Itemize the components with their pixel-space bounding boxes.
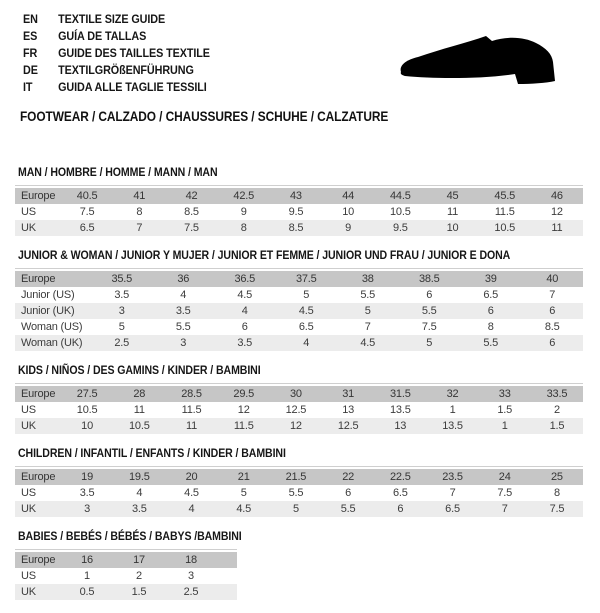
size-cell: 2 bbox=[553, 404, 560, 416]
table-row bbox=[15, 568, 237, 584]
language-code: DE bbox=[23, 63, 38, 77]
size-cell: 0.5 bbox=[79, 586, 95, 598]
size-cell: 3.5 bbox=[114, 289, 130, 301]
size-cell: 12 bbox=[237, 404, 250, 416]
size-cell: 5.5 bbox=[483, 337, 499, 349]
size-cell: 5 bbox=[292, 503, 299, 515]
size-cell: 4 bbox=[241, 305, 248, 317]
table-row bbox=[15, 485, 583, 501]
size-cell: 3 bbox=[188, 570, 194, 582]
table-title: CHILDREN / INFANTIL / ENFANTS / KINDER / BAMBINI bbox=[18, 446, 286, 460]
size-cell: 40 bbox=[546, 273, 559, 285]
table-row bbox=[15, 402, 583, 418]
table-section bbox=[15, 166, 583, 236]
size-cell: 10 bbox=[446, 222, 459, 234]
size-cell: 37.5 bbox=[295, 273, 317, 285]
row-label: Woman (US) bbox=[21, 321, 83, 333]
size-cell: 3.5 bbox=[175, 305, 191, 317]
size-cell: 4 bbox=[180, 289, 187, 301]
size-cell: 43 bbox=[289, 190, 302, 202]
row-label: UK bbox=[21, 586, 36, 598]
language-title: GUIDA ALLE TAGLIE TESSILI bbox=[58, 80, 207, 94]
row-label: UK bbox=[21, 222, 36, 234]
table-row bbox=[15, 335, 583, 351]
size-cell: 3.5 bbox=[79, 487, 95, 499]
table-row bbox=[15, 188, 583, 204]
size-cell: 5.5 bbox=[288, 487, 304, 499]
size-cell: 45 bbox=[446, 190, 459, 202]
table-row bbox=[15, 552, 237, 568]
size-cell: 36 bbox=[177, 273, 190, 285]
size-cell: 30 bbox=[289, 388, 302, 400]
size-cell: 7.5 bbox=[184, 222, 199, 234]
row-label: Europe bbox=[21, 388, 56, 400]
size-cell: 4.5 bbox=[184, 487, 199, 499]
size-cell: 2.5 bbox=[114, 337, 130, 349]
size-cell: 24 bbox=[498, 471, 511, 483]
size-cell: 7.5 bbox=[549, 503, 565, 515]
size-cell: 32 bbox=[446, 388, 459, 400]
table-section bbox=[15, 364, 583, 434]
size-cell: 29.5 bbox=[233, 388, 255, 400]
size-cell: 3 bbox=[118, 305, 125, 317]
size-cell: 4.5 bbox=[237, 289, 253, 301]
language-title: GUÍA DE TALLAS bbox=[58, 29, 147, 43]
table-row bbox=[15, 386, 583, 402]
size-cell: 13 bbox=[394, 420, 407, 432]
row-label: Junior (UK) bbox=[21, 305, 75, 317]
size-cell: 10.5 bbox=[129, 420, 150, 432]
category-title: FOOTWEAR / CALZADO / CHAUSSURES / SCHUHE / CALZATURE bbox=[20, 108, 389, 124]
size-cell: 3 bbox=[84, 503, 91, 515]
size-cell: 11 bbox=[551, 222, 563, 234]
size-cell: 1.5 bbox=[497, 404, 513, 416]
size-cell: 6.5 bbox=[298, 321, 314, 333]
size-cell: 9 bbox=[240, 206, 247, 218]
row-label: US bbox=[21, 206, 36, 218]
language-row bbox=[23, 62, 210, 79]
size-cell: 8 bbox=[136, 206, 143, 218]
size-cell: 13.5 bbox=[442, 420, 463, 432]
language-row bbox=[23, 28, 210, 45]
size-cell: 13 bbox=[342, 404, 355, 416]
size-cell: 21.5 bbox=[285, 471, 307, 483]
size-cell: 4.5 bbox=[298, 305, 314, 317]
size-cell: 5 bbox=[426, 337, 433, 349]
shoe-icon bbox=[396, 31, 570, 91]
row-label: US bbox=[21, 404, 36, 416]
size-cell: 41 bbox=[133, 190, 146, 202]
size-cell: 7.5 bbox=[497, 487, 513, 499]
size-cell: 2 bbox=[136, 570, 142, 582]
size-cell: 35.5 bbox=[111, 273, 133, 285]
table-title: BABIES / BEBÉS / BÉBÉS / BABYS /BAMBINI bbox=[18, 529, 242, 543]
size-table bbox=[15, 268, 583, 351]
table-section bbox=[15, 447, 583, 517]
size-cell: 10.5 bbox=[494, 222, 516, 234]
table-row bbox=[15, 418, 583, 434]
row-label: Europe bbox=[21, 190, 56, 202]
size-cell: 44 bbox=[342, 190, 355, 202]
language-title: GUIDE DES TAILLES TEXTILE bbox=[58, 46, 210, 60]
size-cell: 10.5 bbox=[390, 206, 411, 218]
size-cell: 6 bbox=[549, 337, 556, 349]
size-cell: 23.5 bbox=[442, 471, 463, 483]
row-label: Europe bbox=[21, 554, 56, 566]
size-cell: 7 bbox=[449, 487, 456, 499]
size-cell: 19 bbox=[81, 471, 94, 483]
size-cell: 6.5 bbox=[483, 289, 499, 301]
size-cell: 18 bbox=[185, 554, 197, 566]
size-cell: 39 bbox=[484, 273, 497, 285]
size-cell: 22.5 bbox=[390, 471, 411, 483]
language-code: EN bbox=[23, 12, 38, 26]
row-label: US bbox=[21, 570, 36, 582]
language-row bbox=[23, 11, 210, 28]
size-cell: 8.5 bbox=[544, 321, 560, 333]
size-cell: 6 bbox=[487, 305, 494, 317]
size-cell: 6.5 bbox=[392, 487, 408, 499]
row-label: US bbox=[21, 487, 36, 499]
size-cell: 1 bbox=[84, 570, 90, 582]
size-cell: 33.5 bbox=[546, 388, 568, 400]
table-title: MAN / HOMBRE / HOMME / MANN / MAN bbox=[18, 165, 218, 179]
table-title: JUNIOR & WOMAN / JUNIOR Y MUJER / JUNIOR ET FEMME / JUNIOR UND FRAU / JUNIOR E DONA bbox=[18, 248, 511, 262]
language-title: TEXTILGRÖßENFÜHRUNG bbox=[58, 63, 194, 77]
language-title: TEXTILE SIZE GUIDE bbox=[58, 12, 166, 26]
size-cell: 28 bbox=[133, 388, 146, 400]
table-row bbox=[15, 469, 583, 485]
size-cell: 40.5 bbox=[76, 190, 98, 202]
size-cell: 27.5 bbox=[76, 388, 98, 400]
size-cell: 11.5 bbox=[233, 420, 254, 432]
size-cell: 21 bbox=[237, 471, 250, 483]
size-cell: 33 bbox=[498, 388, 511, 400]
size-cell: 5 bbox=[364, 305, 371, 317]
size-cell: 1 bbox=[449, 404, 456, 416]
size-cell: 8 bbox=[553, 487, 560, 499]
size-cell: 11 bbox=[185, 420, 198, 432]
size-cell: 5 bbox=[303, 289, 310, 301]
size-cell: 28.5 bbox=[181, 388, 202, 400]
size-cell: 5.5 bbox=[340, 503, 356, 515]
row-label: UK bbox=[21, 503, 36, 515]
size-cell: 4.5 bbox=[236, 503, 252, 515]
size-cell: 44.5 bbox=[390, 190, 411, 202]
size-cell: 7 bbox=[549, 289, 556, 301]
language-code: FR bbox=[23, 46, 38, 60]
size-cell: 6 bbox=[549, 305, 556, 317]
row-label: Europe bbox=[21, 471, 56, 483]
row-label: Woman (UK) bbox=[21, 337, 83, 349]
size-cell: 8 bbox=[240, 222, 247, 234]
size-cell: 7 bbox=[364, 321, 371, 333]
table-row bbox=[15, 501, 583, 517]
table-row bbox=[15, 319, 583, 335]
size-cell: 1 bbox=[501, 420, 508, 432]
language-code: IT bbox=[23, 80, 33, 94]
language-row bbox=[23, 45, 210, 62]
size-tables bbox=[15, 166, 583, 613]
size-cell: 42 bbox=[185, 190, 198, 202]
size-cell: 7 bbox=[501, 503, 508, 515]
size-cell: 10 bbox=[342, 206, 355, 218]
size-cell: 6 bbox=[241, 321, 248, 333]
size-table bbox=[15, 466, 583, 517]
size-cell: 1.5 bbox=[549, 420, 565, 432]
size-cell: 6.5 bbox=[79, 222, 95, 234]
size-cell: 4.5 bbox=[360, 337, 376, 349]
size-cell: 5 bbox=[240, 487, 247, 499]
size-cell: 11 bbox=[133, 404, 145, 416]
size-cell: 3.5 bbox=[237, 337, 253, 349]
size-cell: 12 bbox=[551, 206, 563, 218]
size-cell: 9.5 bbox=[288, 206, 304, 218]
size-cell: 5 bbox=[118, 321, 125, 333]
size-cell: 5.5 bbox=[421, 305, 437, 317]
size-cell: 9 bbox=[345, 222, 352, 234]
size-cell: 11.5 bbox=[494, 206, 515, 218]
size-cell: 8.5 bbox=[288, 222, 304, 234]
table-row bbox=[15, 220, 583, 236]
size-cell: 10.5 bbox=[76, 404, 98, 416]
size-cell: 2.5 bbox=[183, 586, 199, 598]
size-cell: 42.5 bbox=[233, 190, 255, 202]
row-label: UK bbox=[21, 420, 36, 432]
size-cell: 20 bbox=[185, 471, 198, 483]
size-cell: 31.5 bbox=[390, 388, 411, 400]
size-cell: 3.5 bbox=[131, 503, 147, 515]
table-section bbox=[15, 530, 583, 600]
size-cell: 4 bbox=[303, 337, 310, 349]
table-row bbox=[15, 204, 583, 220]
size-cell: 6 bbox=[397, 503, 404, 515]
size-cell: 11.5 bbox=[181, 404, 202, 416]
size-cell: 3 bbox=[180, 337, 187, 349]
size-cell: 25 bbox=[551, 471, 563, 483]
language-list bbox=[23, 11, 231, 96]
size-cell: 8.5 bbox=[184, 206, 199, 218]
row-label: Junior (US) bbox=[21, 289, 75, 301]
size-cell: 7 bbox=[136, 222, 143, 234]
size-cell: 16 bbox=[81, 554, 93, 566]
size-cell: 6.5 bbox=[445, 503, 460, 515]
size-cell: 5.5 bbox=[175, 321, 191, 333]
table-row bbox=[15, 287, 583, 303]
size-table bbox=[15, 383, 583, 434]
table-row bbox=[15, 303, 583, 319]
size-cell: 7.5 bbox=[79, 206, 95, 218]
size-cell: 8 bbox=[487, 321, 494, 333]
size-cell: 7.5 bbox=[421, 321, 437, 333]
size-cell: 13.5 bbox=[390, 404, 411, 416]
size-cell: 5.5 bbox=[360, 289, 376, 301]
size-cell: 4 bbox=[136, 487, 143, 499]
table-section bbox=[15, 249, 583, 351]
size-cell: 1.5 bbox=[131, 586, 147, 598]
size-cell: 6 bbox=[345, 487, 352, 499]
size-cell: 46 bbox=[551, 190, 563, 202]
size-cell: 9.5 bbox=[392, 222, 408, 234]
size-cell: 38.5 bbox=[418, 273, 440, 285]
size-cell: 31 bbox=[342, 388, 355, 400]
size-cell: 10 bbox=[81, 420, 94, 432]
language-row bbox=[23, 79, 210, 96]
size-cell: 12.5 bbox=[285, 404, 307, 416]
size-cell: 12 bbox=[289, 420, 302, 432]
size-cell: 17 bbox=[133, 554, 145, 566]
size-cell: 22 bbox=[342, 471, 355, 483]
size-cell: 4 bbox=[188, 503, 195, 515]
row-label: Europe bbox=[21, 273, 56, 285]
table-title: KIDS / NIÑOS / DES GAMINS / KINDER / BAMBINI bbox=[18, 363, 261, 377]
size-cell: 36.5 bbox=[234, 273, 256, 285]
size-cell: 19.5 bbox=[129, 471, 150, 483]
size-cell: 11 bbox=[447, 206, 459, 218]
size-cell: 12.5 bbox=[337, 420, 359, 432]
size-cell: 6 bbox=[426, 289, 433, 301]
table-row bbox=[15, 584, 237, 600]
size-cell: 45.5 bbox=[494, 190, 516, 202]
size-table bbox=[15, 549, 237, 600]
size-cell: 38 bbox=[361, 273, 374, 285]
table-row bbox=[15, 271, 583, 287]
size-table bbox=[15, 185, 583, 236]
language-code: ES bbox=[23, 29, 38, 43]
